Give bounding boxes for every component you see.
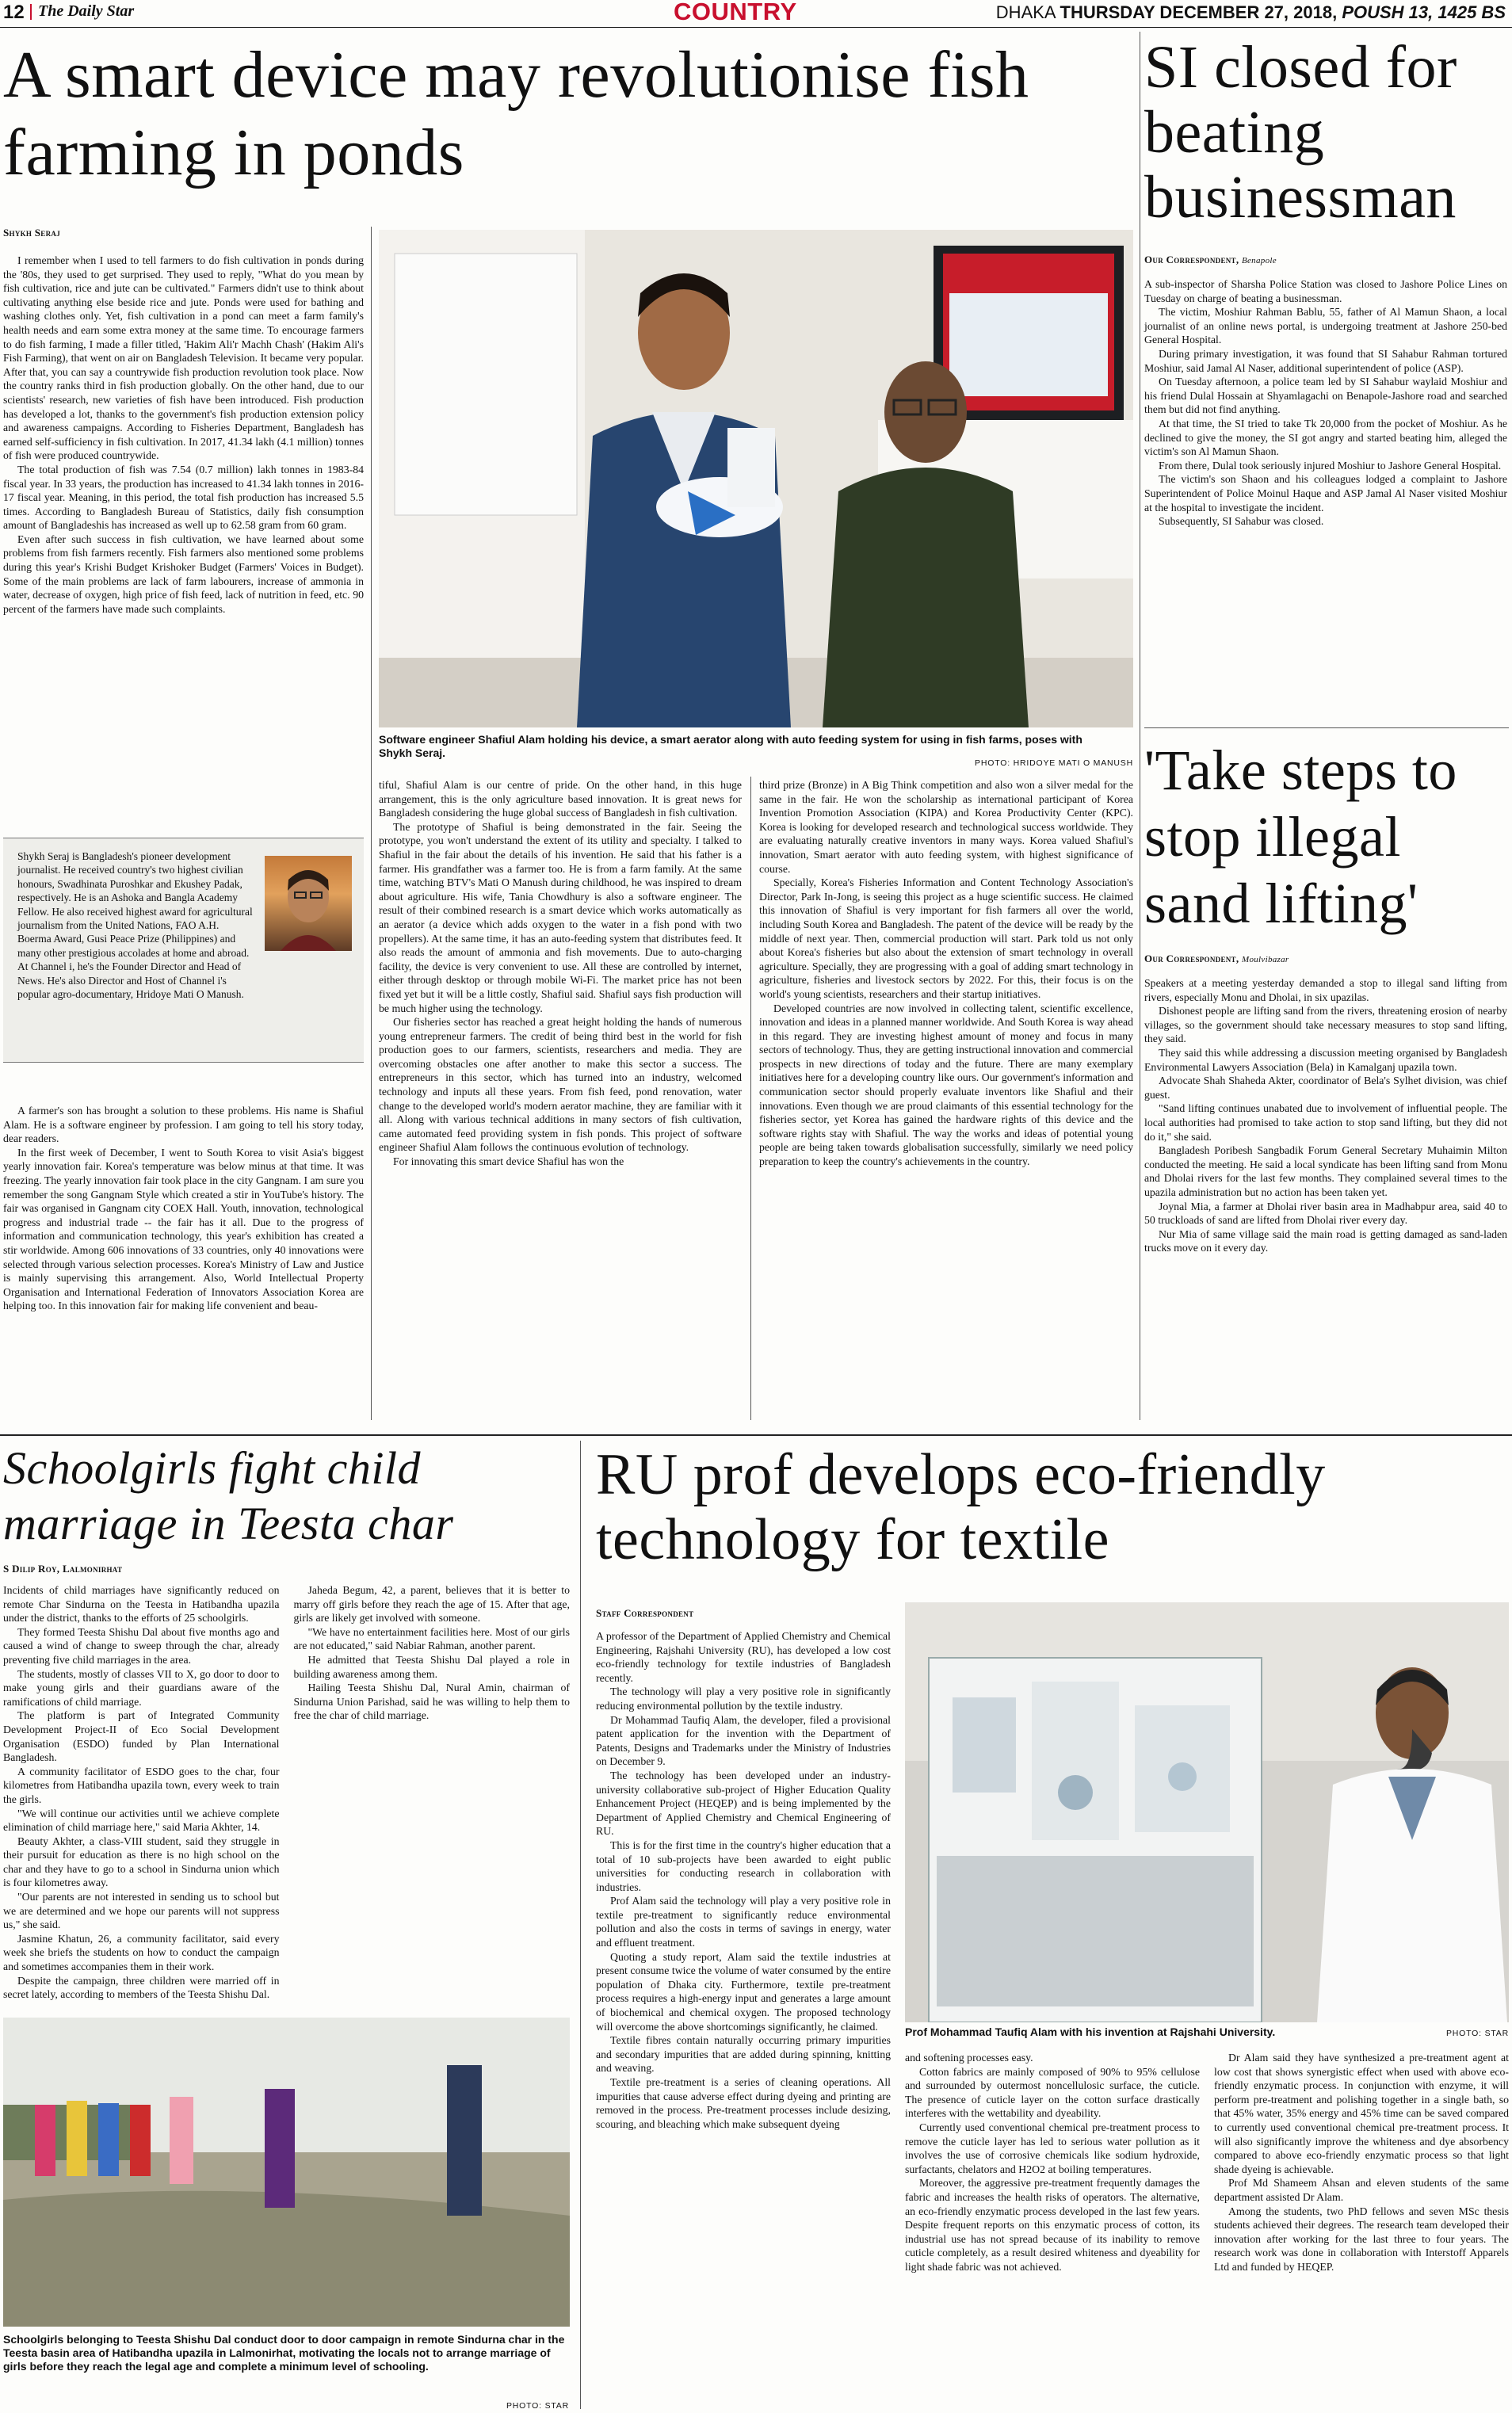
fish-paragraph: I remember when I used to tell farmers to do fish cultivation in ponds during the '80s, they used to get surprised. They used to reply, "What do you mean by fish cultivation, rice and jute can be cultivated." Farmers didn't use to think about cultivating anything else beside rice and jute. Ponds were used for bathing and washing clothes only. Yet, fish cultivation in a pond can meet a farm family's health needs and earn some extra money at the same time. To encourage farmers to do fish farming, I made a filler titled, 'Hakim Ali'r Machh Chash' (Hakim Ali's Fish Farming), that went on air on Bangladesh Television. It became very popular. After that, you can say a countrywide fish production revolution took place. Now the country ranks third in fish production globally. On the other hand, due to our scientists' research, new varieties of fish have been introduced. Fish production has developed a lot, thanks to the government's fish production extension policy and awareness campaigns. According to Fisheries Department, Bangladesh has earned self-sufficiency in fish cultivation. In 2017, 41.34 lakh (4.1 million) tonnes of fish were produced countrywide. <box>3 254 364 462</box>
si-paragraph: The victim's son Shaon and his colleagues lodged a complaint to Jashore Superintendent of Police Moinul Haque and ASP Jamal Al Naser visited Moshiur at the hospital to investigate the incident. <box>1144 473 1507 514</box>
ru-paragraph: Prof Md Shameem Ahsan and eleven students of the same department assisted Dr Alam. <box>1214 2177 1509 2203</box>
girls-photo-credit: PHOTO: STAR <box>506 2401 569 2411</box>
sand-paragraph: Advocate Shah Shaheda Akter, coordinator of Bela's Sylhet division, was chief guest. <box>1144 1075 1507 1101</box>
si-paragraph: A sub-inspector of Sharsha Police Station was closed to Jashore Police Lines on Tuesday on charge of beating a businessman. <box>1144 278 1507 304</box>
fish-paragraph: The total production of fish was 7.54 (0.7 million) lakh tonnes in 1983-84 fiscal year. In 33 years, the production has increased to 41.34 lakh tonnes in 2016-17 fiscal year. Meaning, in this period, the total fish production has increased 5.5 times. According to Bangladesh Bureau of Statistics, daily fish consumption amount of Bangladeshis has increased as well up to 62.58 gram from 60 gram. <box>3 463 364 532</box>
fish-photo-caption: Software engineer Shafiul Alam holding his device, a smart aerator along with auto feeding system for using in fish farms, poses with Shykh Seraj. <box>379 733 1082 759</box>
girls-paragraph: The students, mostly of classes VII to X, go door to door to make young girls and their guardians aware of the ramifications of child marriage. <box>3 1667 280 1708</box>
girls-byline-name: S Dilip Roy, <box>3 1563 60 1575</box>
girls-paragraph: He admitted that Teesta Shishu Dal played a role in building awareness among them. <box>293 1653 570 1680</box>
ru-paragraph: Cotton fabrics are mainly composed of 90% to 95% cellulose and surrounded by outermost noncellulosic surface, the cuticle. The presence of cuticle layer on the cotton surface drastically interferes with the wettability and dyeability. <box>905 2065 1200 2120</box>
ru-paragraph: Textile fibres contain naturally occurring primary impurities and secondary impurities that are added during spinning, knitting and weaving. <box>596 2034 891 2075</box>
fish-paragraph: The prototype of Shafiul is being demonstrated in the fair. Seeing the prototype, you won't understand the extent of its utility and specialty. I talked to Shafiul in the fair about the details of his invention. He said that his father is a farmer. His grandfather was a farmer too. He is from a farm family. At the same time, watching BTV's Mati O Manush during childhood, he was inspired to dream about agriculture. His wife, Tania Chowdhury is also a software engineer. The result of their combined research is a smart device which works automatically as an aerator (a device which adds oxygen to the water in a fish pond with two propellers). At the same time, it has an auto-feeding system that distributes feed. It also reads the amount of ammonia and fish movements. Due to auto-charging facility, the device is very convenient to use. All these are controlled by internet, either through desktop or through mobile Wi-Fi. The market price has not been fixed yet but it will be a little costly, Shafiul said. Shafiul says fish production will be much higher using the technology. <box>379 820 742 1014</box>
ru-photo-illustration <box>905 1602 1509 2022</box>
girls-photo-illustration <box>3 2018 570 2327</box>
fish-paragraph: In the first week of December, I went to South Korea to visit Asia's biggest yearly innovation fair. Korea's temperature was below minus at that time. It was freezing. The yearly innovation fair took place in the city Gangnam. I am sure you remember the song Gangnam Style which created a stir in YouTube's history. The fair was organised in Gangnam city COEX Hall. Youth, innovation, technological progress and industrial trade -- the fair has it all. Due to the progress of information and communication technology, this year's exhibition has created a stir worldwide. Among 606 innovations of 33 countries, only 40 innovations were selected through various selection processes. Korea's Ministry of Law and Justice is mainly supervising this arrangement. Also, World Intellectual Property Organisation and International Federation of Innovators Association Korea are helping too. In this innovation fair for making life convenient and beau- <box>3 1146 364 1312</box>
fish-byline-name: Shykh Seraj <box>3 227 61 239</box>
ru-paragraph: Dr Mohammad Taufiq Alam, the developer, filed a provisional patent application for the invention with the Department of Patents, Designs and Trademarks under the Ministry of Industries on December 9. <box>596 1713 891 1768</box>
fish-paragraph: Developed countries are now involved in collecting talent, scientific excellence, innovation and ideas in a planned manner worldwide. And South Korea is way ahead in this regard. They are investing highest amount of money and focus in many sectors of technology. Thus, they are getting instructional innovation and commercial prospects in new directions of today and the future. There are many exemplary initiatives here for a developing country like ours. Our government's information and communication sector should properly evaluate inventors like Shafiul and their innovations. Even though we are proud claimants of this essential technology for the fisheries sector, yet Korea has gained the hardware rights of this device and the software rights stay with Shafiul. The way the works and ideas of potential young people are being taken towards globalisation successfully, similarly we need policy preparation to keep the country's achievements in the country. <box>759 1002 1133 1168</box>
fish-divider-2 <box>750 777 751 1420</box>
ru-paragraph: Dr Alam said they have synthesized a pre-treatment agent at low cost that shows synergistic effect when used with above eco-friendly enzymatic process. In conjunction with enzyme, it will perform pre-treatment and polishing together in a single bath, so that 45% water, 35% energy and 45% time can be saved compared to currently used conventional chemical pre-treatment process. It will also significantly improve the whiteness and dye absorbency compared to above eco-friendly enzymatic process so that light shade dyeing is achievable. <box>1214 2052 1509 2175</box>
ru-paragraph: The technology will play a very positive role in significantly reducing environmental pollution by the textile industry. <box>596 1686 891 1712</box>
author-bio-text <box>17 850 255 1001</box>
ru-paragraph: Prof Alam said the technology will play a very positive role in textile pre-treatment to significantly reduce environmental pollution and also the costs in terms of savings in energy, water and effluent treatment. <box>596 1895 891 1949</box>
si-paragraph: From there, Dulal took seriously injured Moshiur to Jashore General Hospital. <box>1159 459 1502 472</box>
si-paragraph: Subsequently, SI Sahabur was closed. <box>1159 515 1324 528</box>
girls-paragraph: Despite the campaign, three children were married off in secret lately, according to members of the Teesta Shishu Dal. <box>3 1974 280 2001</box>
fish-main-photo <box>379 230 1133 727</box>
si-headline: SI closed for beating businessman <box>1144 34 1457 231</box>
ru-photo-credit: PHOTO: STAR <box>1445 2029 1509 2038</box>
girls-paragraph: "Our parents are not interested in sending us to school but we are determined and we hope our parents will not suppress us," she said. <box>3 1891 280 1931</box>
ru-paragraph: Quoting a study report, Alam said the textile industries at present consume twice the volume of water consumed by the entire population of Dhaka city. Furthermore, textile pre-treatment process requires a high-energy input and generates a large amount of biochemical and chemical oxygen. The proposed technology will overcome the above shortcomings significantly, he claimed. <box>596 1950 891 2033</box>
si-paragraph: During primary investigation, it was found that SI Sahabur Rahman tortured Moshiur, said Jamal Al Naser, additional superintendent of police (ASP). <box>1144 347 1507 374</box>
fish-photo-credit: PHOTO: HRIDOYE MATI O MANUSH <box>975 758 1133 768</box>
masthead-divider <box>30 4 32 20</box>
ru-col3 <box>1214 2051 1509 2274</box>
ru-paragraph: Currently used conventional chemical pre-treatment process to remove the cuticle layer has led to serious water pollution as it involves the use of corrosive chemicals like sodium hydroxide, surfactants, chelators and H2O2 at boiling temperatures. <box>905 2121 1200 2175</box>
bottom-divider <box>580 1441 581 2409</box>
fish-paragraph: Specially, Korea's Fisheries Information and Content Technology Association's Director, Park In-Jong, is seeing this project as a huge scientific success. He claimed this innovation of Shafiul is very important for fish farmers all over the world, including South Korea and Bangladesh. The patent of the device will be ready by the middle of next year. Then, commercial production will start. Park told us not only about Korea's fisheries but also about the extension of smart technology in overall agriculture. Specially, they are progressing with a goal of adding smart technology in agriculture, fisheries and livestock sectors by 2022. For this, their focus is on the world's young scientists, researchers and their startup initiatives. <box>759 876 1133 1000</box>
si-bottom-rule <box>1144 727 1509 728</box>
sand-paragraph: Speakers at a meeting yesterday demanded a stop to illegal sand lifting from rivers, especially Monu and Dholai, in six upazilas. <box>1144 977 1507 1003</box>
page-middle-rule <box>0 1434 1512 1436</box>
ru-paragraph: and softening processes easy. <box>905 2052 1033 2064</box>
ru-col2 <box>905 2051 1200 2274</box>
girls-headline: Schoolgirls fight child marriage in Teesta char <box>3 1442 454 1549</box>
ru-byline-name: Staff Correspondent <box>596 1607 694 1619</box>
ru-paragraph: A professor of the Department of Applied Chemistry and Chemical Engineering, Rajshahi University (RU), has developed a low cost eco-friendly technology for textile industries of Bangladesh recently. <box>596 1630 891 1684</box>
ru-headline: RU prof develops eco-friendly technology for textile <box>596 1442 1326 1572</box>
sand-paragraph: They said this while addressing a discussion meeting organised by Bangladesh Environmental Lawyers Association (Bela) in Kamalganj upazila town. <box>1144 1046 1507 1073</box>
author-portrait <box>265 856 352 951</box>
si-paragraph: On Tuesday afternoon, a police team led by SI Sahabur waylaid Moshiur and his friend Dulal Hossain at Shyamlagachi on Benapole-Jashore road and searched them but did not find anything. <box>1144 376 1507 416</box>
girls-paragraph: They formed Teesta Shishu Dal about five months ago and caused a wind of change to sweep through the char, already preventing five child marriages in the area. <box>3 1625 280 1666</box>
si-byline-location: Benapole <box>1241 256 1277 265</box>
ru-paragraph: Textile pre-treatment is a series of cleaning operations. All impurities that cause adverse effect during dyeing and printing are removed in the process. Pre-treatment processes include desizing, scouring, and bleaching which make subsequent dyeing <box>596 2076 891 2130</box>
masthead <box>0 0 1512 25</box>
author-bio: Shykh Seraj is Bangladesh's pioneer development journalist. He received country's two highest civilian honours, Swadhinata Puroshkar and Ekushey Padak, respectively. He is an Ashoka and Bangla Academy Fellow. He also received highest award for agricultural journalism from the United Nations, FAO A.H. Boerma Award, Gusi Peace Prize (Philippines) and many other prestigious accolades at home and abroad. At Channel i, he's the Founder Director and Head of News. He's also Director and Host of Channel i's popular agro-documentary, Hridoye Mati O Manush. <box>17 850 253 1001</box>
girls-body <box>3 1583 570 2011</box>
section-title: COUNTRY <box>674 0 797 25</box>
girls-byline-location: Lalmonirhat <box>62 1563 123 1575</box>
fish-col3 <box>759 778 1133 1169</box>
fish-paragraph: Our fisheries sector has reached a great height holding the hands of numerous young entrepreneur farmers. The credit of being third best in the world for fish production goes to our farmers, scientists, researchers and media. They are overcoming obstacles one after another to make this sector a success. The entrepreneurs in this sector, which has turned into an industry, welcomed technology and inputs all these years. From fish feed, pond renovation, water change to the developed world's modern aerator machine, they are familiar with it all. Along with various technical additions in many sectors of fish cultivation, came automated feed providing system in fish ponds. This project of software engineer Shafiul Alam follows the continuous evolution of technology. <box>379 1016 742 1154</box>
si-byline <box>1144 254 1509 266</box>
fish-paragraph: Even after such success in fish cultivation, we have learned about some problems from fish farmers recently. Fish farmers also mentioned some problems during this year's Krishi Budget Krishoker Budget (Farmers' Voices in Budget). Some of the main problems are lack of farm labourers, increase of ammonia in water, decrease of oxygen, high price of fish feed, lack of nutrition in feed, etc. 90 percent of the farmers have made such complaints. <box>3 533 364 615</box>
sand-paragraph: Nur Mia of same village said the main road is getting damaged as sand-laden trucks move on it every day. <box>1144 1227 1507 1254</box>
sand-byline <box>1144 953 1509 965</box>
masthead-rule <box>0 27 1512 28</box>
dateline-city: DHAKA <box>995 2 1056 22</box>
ru-paragraph: Moreover, the aggressive pre-treatment frequently damages the fabric and increases the health risks of operators. The alternative, an eco-friendly enzymatic process developed in the last few years. Despite frequent reports on this enzymatic process of cotton, its industrial use has not spread because of its inability to remove cuticle completely, as a result desired whiteness and dyeability for light shade fabric was not achieved. <box>905 2177 1200 2273</box>
fish-col2 <box>379 778 742 1169</box>
ru-paragraph: The technology has been developed under an industry-university collaborative sub-project of Higher Education Quality Enhancement Project (HEQEP) and is being implemented by the Department of Applied Chemistry and Chemical Engineering of RU. <box>596 1769 891 1838</box>
portrait-illustration <box>265 856 352 951</box>
fish-headline: A smart device may revolutionise fish farming in ponds <box>3 38 1029 189</box>
fish-paragraph: For innovating this smart device Shafiul has won the <box>393 1155 624 1168</box>
fish-col1 <box>3 254 364 616</box>
si-byline-name: Our Correspondent, <box>1144 254 1239 265</box>
page-number: 12 <box>3 2 25 23</box>
sand-byline-location: Moulvibazar <box>1241 955 1289 964</box>
fish-paragraph: third prize (Bronze) in A Big Think competition and also won a silver medal for the same in the fair. He won the scholarship as international participant of Korea Invention Promotion Association (KIPA) and Korea Productivity Center (KPC). Korea is looking for developed research and technological success worldwide. They are evaluating naturally creative inventors in many ways. Korea valued Shafiul's innovation, Smart aerator with auto feeding system, with highest significance of course. <box>759 779 1133 875</box>
fish-byline <box>3 227 368 239</box>
fish-divider-1 <box>371 227 372 1420</box>
si-body <box>1144 277 1507 529</box>
ru-col1 <box>596 1629 891 2131</box>
sand-byline-name: Our Correspondent, <box>1144 953 1239 964</box>
girls-paragraph: Incidents of child marriages have significantly reduced on remote Char Sindurna on the Teesta in Hatibandha upazila under the district, thanks to the efforts of 25 schoolgirls. <box>3 1584 280 1625</box>
ru-byline <box>596 1607 881 1620</box>
girls-photo-caption: Schoolgirls belonging to Teesta Shishu Dal conduct door to door campaign in remote Sindurna char in the Teesta basin area of Hatibandha upazila in Lalmonirhat, motivating the locals not to arrange marriage of girls before they reach the legal age and complete a minimum level of schooling. <box>3 2333 565 2373</box>
si-paragraph: The victim, Moshiur Rahman Bablu, 55, father of Al Mamun Shaon, a local journalist of an online news portal, is undergoing treatment at Jashore 250-bed General Hospital. <box>1144 306 1507 346</box>
sand-body <box>1144 976 1507 1255</box>
fish-photo-illustration <box>379 230 1133 727</box>
ru-paragraph: Among the students, two PhD fellows and seven MSc thesis students achieved their degrees. The research team developed their innovation after working for the last three to four years. The research work was done in collaboration with Interstoff Apparels Ltd and funded by HEQEP. <box>1214 2205 1509 2273</box>
author-bio-box <box>3 838 364 1063</box>
ru-photo <box>905 1602 1509 2022</box>
girls-paragraph: Hailing Teesta Shishu Dal, Nural Amin, chairman of Sindurna Union Parishad, said he was willing to help them to free the char of child marriage. <box>293 1682 570 1722</box>
sand-paragraph: Joynal Mia, a farmer at Dholai river basin area in Madhabpur area, said 40 to 50 truckloads of sand are lifted from Dholai river every day. <box>1144 1200 1507 1227</box>
girls-paragraph: Jaheda Begum, 42, a parent, believes that it is better to marry off girls before they reach the age of 15. After that age, girls are likely get involved with someone. <box>293 1584 570 1625</box>
dateline-bangla: POUSH 13, 1425 BS <box>1342 2 1506 22</box>
fish-paragraph: tiful, Shafiul Alam is our centre of pride. On the other hand, in this huge arrangement, this is the only agriculture based innovation. It is great news for Bangladesh considering the huge global success of Bangladesh in fish cultivation. <box>379 779 742 819</box>
girls-paragraph: "We have no entertainment facilities here. Most of our girls are not educated," said Nabiar Rahman, another parent. <box>293 1625 570 1652</box>
girls-paragraph: The platform is part of Integrated Community Development Project-II of Eco Social Development Organisation (ESDO) funded by Plan International Bangladesh. <box>3 1709 280 1764</box>
sand-headline: 'Take steps to stop illegal sand lifting' <box>1144 739 1457 935</box>
fish-paragraph: A farmer's son has brought a solution to these problems. His name is Shafiul Alam. He is a software engineer by profession. I am going to tell his story today, dear readers. <box>3 1105 364 1145</box>
paper-name: The Daily Star <box>38 2 135 20</box>
sand-paragraph: Dishonest people are lifting sand from the rivers, threatening erosion of nearby villages, so the government should take necessary measures to stop sand lifting, they said. <box>1144 1005 1507 1045</box>
dateline <box>996 2 1506 23</box>
girls-paragraph: Jasmine Khatun, 26, a community facilitator, said every week she briefs the students on how to conduct the campaign and sometimes accompanies them in their work. <box>3 1932 280 1973</box>
girls-paragraph: Beauty Akhter, a class-VIII student, said they struggle in their pursuit for education as there is no high school on the char and they have to go to a school in Sindurna union which is four kilometres away. <box>3 1835 280 1889</box>
girls-paragraph: "We will continue our activities until we achieve complete elimination of child marriage here," said Maria Akhter, 14. <box>3 1807 280 1834</box>
ru-paragraph: This is for the first time in the country's higher education that a total of 10 sub-projects have been awarded to eight public universities for conducting research in collaboration with industries. <box>596 1838 891 1893</box>
fish-col1b <box>3 1104 364 1313</box>
sand-paragraph: Bangladesh Poribesh Sangbadik Forum General Secretary Muhaimin Milton conducted the meeting. He said a local syndicate has been lifting sand from Monu and Dholai rivers for the last few months. They complained several times to the upazila administration but no action has been taken yet. <box>1144 1144 1507 1198</box>
girls-photo <box>3 2018 570 2327</box>
ru-photo-caption: Prof Mohammad Taufiq Alam with his invention at Rajshahi University. <box>905 2025 1276 2038</box>
girls-byline <box>3 1563 558 1575</box>
sand-paragraph: "Sand lifting continues unabated due to involvement of influential people. The local authorities had promised to take action to stop sand lifting, but they did not do it," she said. <box>1144 1102 1507 1143</box>
si-paragraph: At that time, the SI tried to take Tk 20,000 from the pocket of Moshiur. As he declined to give the money, the SI got angry and started beating him, alleged the victim's son Al Mamun Shaon. <box>1144 417 1507 458</box>
girls-paragraph: A community facilitator of ESDO goes to the char, four kilometres from Hatibandha upazila town, every week to train the girls. <box>3 1765 280 1805</box>
dateline-date: THURSDAY DECEMBER 27, 2018, <box>1060 2 1338 22</box>
